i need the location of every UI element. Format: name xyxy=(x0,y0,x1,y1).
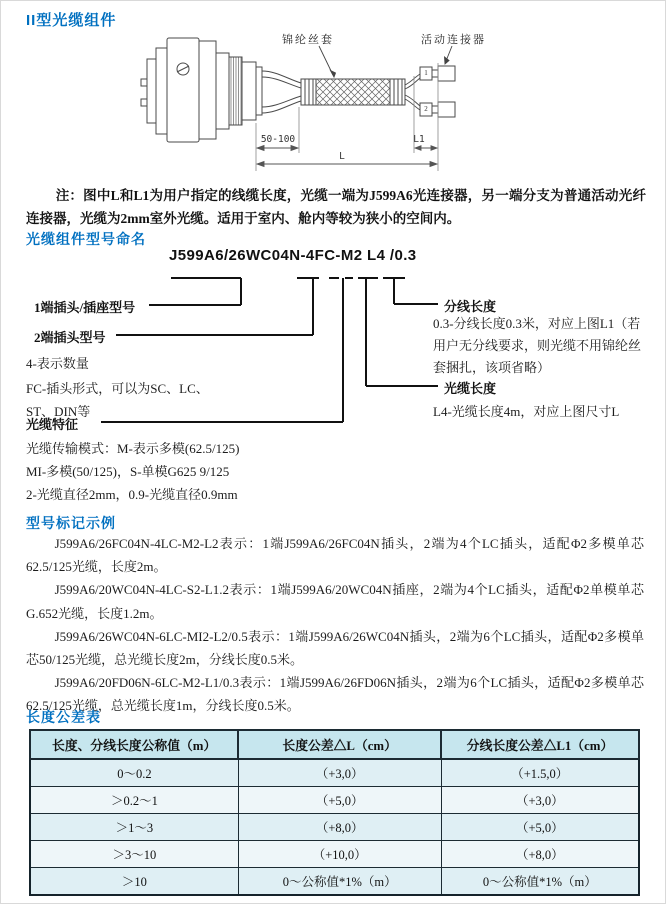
dim-label-l: L xyxy=(339,151,345,162)
breakout-fibers xyxy=(405,74,420,110)
cell-nominal: ＞1～3 xyxy=(30,814,238,841)
cable-split xyxy=(262,71,301,113)
cell-length-tol: （+10,0） xyxy=(238,841,441,868)
tolerance-section-heading: 长度公差表 xyxy=(26,709,101,725)
label-branch-desc3: 套捆扎，该项省略） xyxy=(433,360,551,375)
table-row xyxy=(30,868,639,896)
circular-connector xyxy=(141,38,262,142)
examples-block xyxy=(26,532,644,718)
naming-section-heading: 光缆组件型号命名 xyxy=(26,231,146,247)
braid-pattern xyxy=(316,79,390,105)
cell-length-tol: （+8,0） xyxy=(238,814,441,841)
examples-section-heading: 型号标记示例 xyxy=(26,515,116,531)
cell-length-tol: （+3,0） xyxy=(238,759,441,787)
label-feature-desc3: 2-光缆直径2mm，0.9-光缆直径0.9mm xyxy=(26,487,238,502)
label-cable-length: 光缆长度 xyxy=(444,381,497,396)
example-paragraph: J599A6/26WC04N-6LC-MI2-L2/0.5表示：1端J599A6/26WC04N插头，2端为6个LC插头，适配Φ2多模单芯50/125光缆，总光缆长度2m，分线长度0.5米。 xyxy=(26,628,644,668)
label-end2-desc2: FC-插头形式，可以为SC、LC、 xyxy=(26,381,209,396)
label-feature-desc1: 光缆传输模式：M-表示多模(62.5/125) xyxy=(26,441,240,456)
table-row xyxy=(30,841,639,868)
label-feature-desc2: MI-多模(50/125)，S-单模G625 9/125 xyxy=(26,464,230,479)
part-number: J599A6/26WC04N-4FC-M2 L4 /0.3 xyxy=(169,247,417,264)
col-header-branch-tol: 分线长度公差△L1（cm） xyxy=(441,730,639,759)
label-branch-length: 分线长度 xyxy=(444,299,497,314)
cell-branch-tol: （+3,0） xyxy=(441,787,639,814)
cell-branch-tol: 0～公称值*1%（m） xyxy=(441,868,639,896)
cell-length-tol: 0～公称值*1%（m） xyxy=(238,868,441,896)
label-end2-desc3: ST、DIN等 xyxy=(26,404,91,419)
cell-branch-tol: （+8,0） xyxy=(441,841,639,868)
cell-nominal: ＞0.2～1 xyxy=(30,787,238,814)
port-2-label: 2 xyxy=(424,105,428,113)
label-cable-desc: L4-光缆长度4m，对应上图尺寸L xyxy=(433,404,620,419)
table-row xyxy=(30,787,639,814)
usage-note: 注：图中L和L1为用户指定的线缆长度，光缆一端为J599A6光连接器，另一端分支为普通活动光纤连接器，光缆为2mm室外光缆。适用于室内、舱内等较为狭小的空间内。 xyxy=(26,188,646,226)
label-branch-desc2: 用户无分线要求，则光缆不用锦纶丝 xyxy=(433,338,642,353)
dim-label-l1: L1 xyxy=(413,134,425,145)
callout-lines xyxy=(101,278,438,422)
example-paragraph: J599A6/26FC04N-4LC-M2-L2表示：1端J599A6/26FC04N插头，2端为4个LC插头，适配Φ2多模单芯62.5/125光缆，长度2m。 xyxy=(26,536,644,575)
table-header-row xyxy=(30,730,639,759)
cell-length-tol: （+5,0） xyxy=(238,787,441,814)
label-end1-type: 1端插头/插座型号 xyxy=(34,300,136,315)
label-branch-desc1: 0.3-分线长度0.3米，对应上图L1（若 xyxy=(433,316,641,331)
label-end2-desc1: 4-表示数量 xyxy=(26,356,89,371)
page-title: II型光缆组件 xyxy=(26,12,117,29)
braid-sleeve-label: 锦纶丝套 xyxy=(282,34,334,46)
cell-nominal: ＞10 xyxy=(30,868,238,896)
cell-nominal: ＞3～10 xyxy=(30,841,238,868)
cell-branch-tol: （+1.5,0） xyxy=(441,759,639,787)
dim-label-50-100: 50-100 xyxy=(260,134,296,145)
col-header-nominal: 长度、分线长度公称值（m） xyxy=(30,730,238,759)
col-header-length-tol: 长度公差△L（cm） xyxy=(238,730,441,759)
table-row xyxy=(30,759,639,787)
length-tolerance-table xyxy=(29,729,640,896)
example-paragraph: J599A6/20FD06N-6LC-M2-L1/0.3表示：1端J599A6/26FD06N插头，2端为6个LC插头，适配Φ2多模单芯62.5/125光缆，总光缆长度1m，分线长度0.5米。 xyxy=(26,675,644,714)
table-row xyxy=(30,814,639,841)
example-paragraph: J599A6/20WC04N-4LC-S2-L1.2表示：1端J599A6/20WC04N插座，2端为4个LC插头，适配Φ2单模单芯G.652光缆，长度1.2m。 xyxy=(26,582,644,621)
label-cable-feature: 光缆特征 xyxy=(26,417,79,432)
cell-branch-tol: （+5,0） xyxy=(441,814,639,841)
port-1-label: 1 xyxy=(424,69,428,77)
movable-connector-label: 活动连接器 xyxy=(421,34,486,46)
cell-nominal: 0～0.2 xyxy=(30,759,238,787)
braid-sleeve xyxy=(301,79,405,105)
label-end2-type: 2端插头型号 xyxy=(34,330,106,345)
